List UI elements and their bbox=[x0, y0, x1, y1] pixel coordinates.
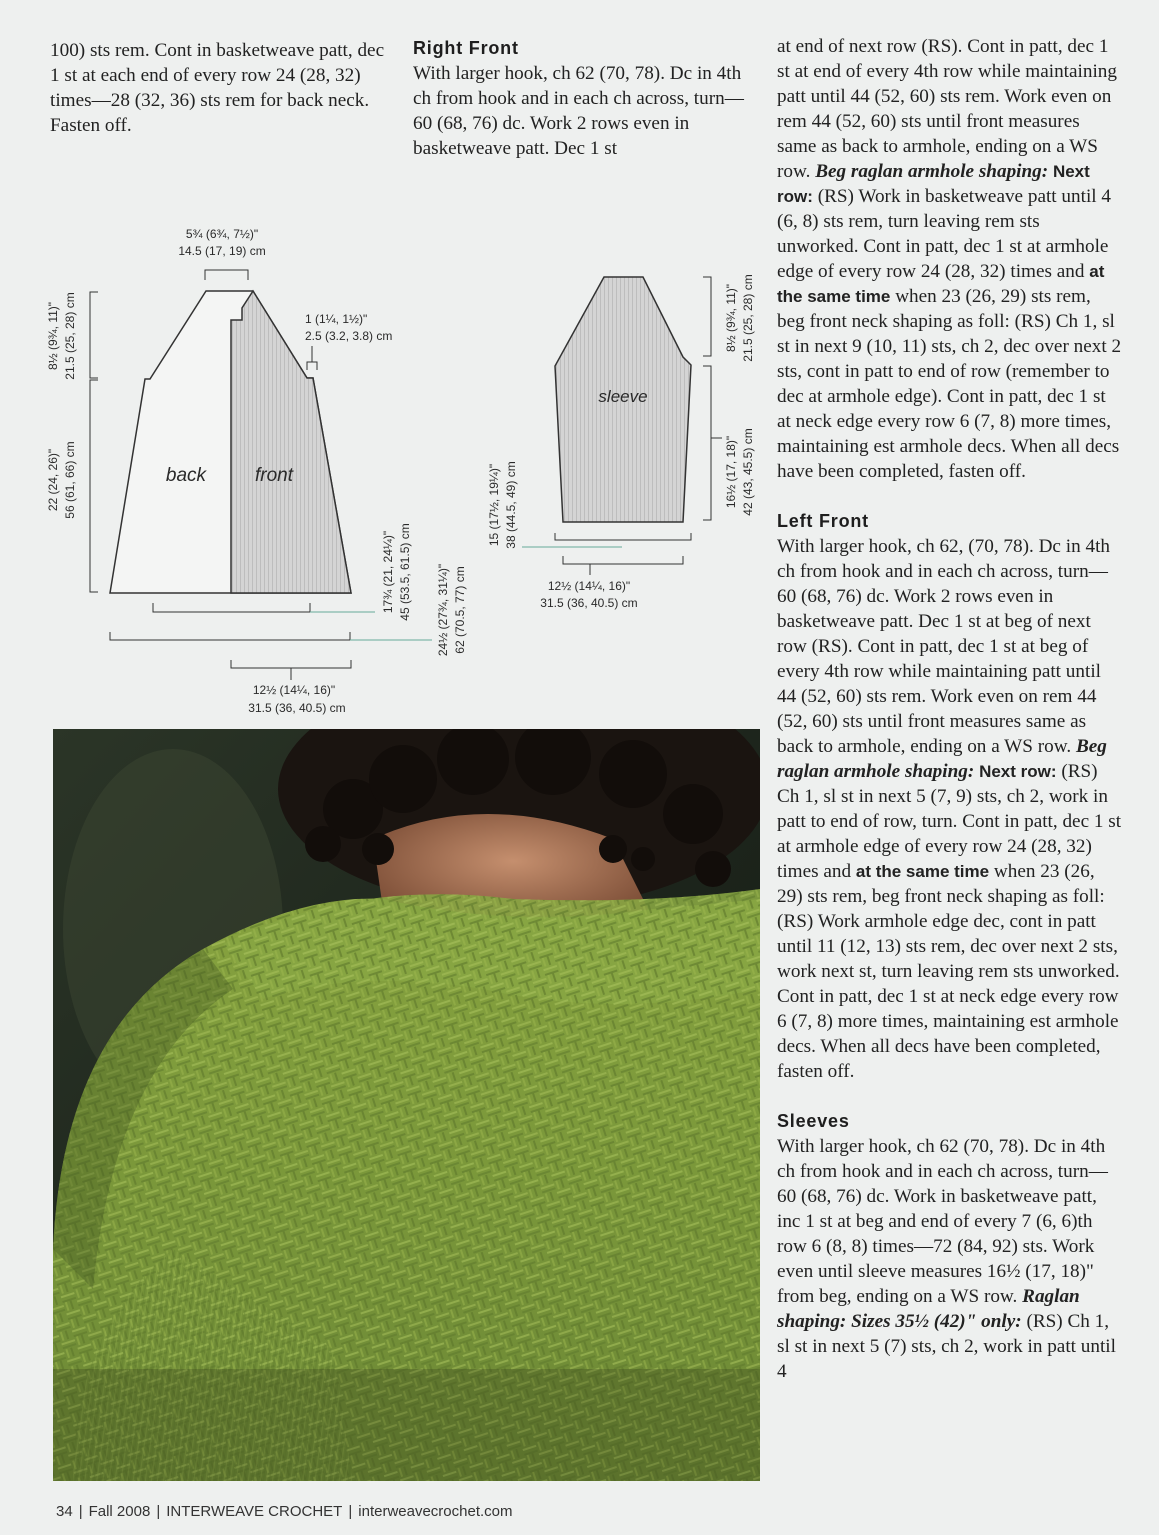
sleeve-cap-bracket bbox=[703, 277, 711, 356]
back-label: back bbox=[165, 465, 207, 486]
front-width-bracket bbox=[231, 660, 351, 668]
half-hip-cm: 45 (53.5, 61.5) cm bbox=[398, 523, 412, 621]
upper-arm-cm: 38 (44.5, 49) cm bbox=[504, 461, 518, 549]
half-hip-in: 17¾ (21, 24¼)" bbox=[381, 530, 395, 614]
lower-shadow bbox=[53, 1369, 760, 1481]
sleeve-length-bracket bbox=[703, 366, 711, 520]
shoulder-cm: 2.5 (3.2, 3.8) cm bbox=[305, 329, 393, 343]
cuff-in: 12½ (14¼, 16)" bbox=[547, 579, 631, 593]
page-number: 34 bbox=[56, 1503, 73, 1520]
left-front-heading: Left Front bbox=[777, 511, 869, 531]
left-front-text bbox=[777, 534, 1122, 1084]
sl-italic-2: Sizes 35½ (42)" only: bbox=[851, 1311, 1022, 1332]
lf-bold-1: Next row: bbox=[979, 762, 1057, 781]
length-bracket bbox=[90, 380, 98, 592]
sl-italic-1: Raglan shaping: bbox=[777, 1286, 1080, 1332]
upper-arm-in: 15 (17½, 19¼)" bbox=[487, 463, 501, 547]
footer-separator: | bbox=[78, 1503, 83, 1520]
lf-italic-1: Beg raglan armhole shaping: bbox=[777, 736, 1107, 782]
footer-separator: | bbox=[348, 1503, 353, 1520]
armhole-depth-bracket bbox=[90, 292, 98, 378]
sl-text-b: (RS) Ch 1, sl st in next 5 (7) sts, ch 2, work in patt until 4 bbox=[777, 1311, 1116, 1382]
rf-text-d: when 23 (26, 29) sts rem, beg front neck shaping as foll: (RS) Ch 1, sl st in next 9 (10, 11) sts, ch 2, dec over next 2 sts, cont in patt to end of row (remember to dec at armhole edge). Cont in patt, dec 1 st at neck edge every row 6 (7, 8) more times, maintaining est armhole decs. When all decs have been completed, fasten off. bbox=[777, 286, 1122, 482]
sleeve-label: sleeve bbox=[598, 387, 648, 406]
sweater-photo bbox=[53, 729, 760, 1481]
front-width-in: 12½ (14¼, 16)" bbox=[252, 683, 336, 697]
full-hip-cm: 62 (70.5, 77) cm bbox=[453, 566, 467, 654]
sleeve-cap-cm: 21.5 (25, 28) cm bbox=[741, 274, 755, 362]
sleeves-text bbox=[777, 1134, 1122, 1384]
page-footer bbox=[56, 1503, 513, 1520]
intro-text: 100) sts rem. Cont in basketweave patt, dec 1 st at each end of every row 24 (28, 32) times—28 (32, 36) sts rem for back neck. Fasten off. bbox=[50, 40, 385, 136]
front-label: front bbox=[254, 465, 294, 486]
shoulder-in: 1 (1¼, 1½)" bbox=[305, 312, 368, 326]
footer-separator: | bbox=[156, 1503, 161, 1520]
magazine-name: INTERWEAVE CROCHET bbox=[166, 1503, 343, 1520]
length-cm: 56 (61, 66) cm bbox=[63, 441, 77, 519]
length-in: 22 (24, 26)" bbox=[46, 448, 60, 512]
armhole-depth-in: 8½ (9¾, 11)" bbox=[46, 301, 60, 371]
sleeves-heading: Sleeves bbox=[777, 1111, 850, 1131]
upper-arm-bracket bbox=[555, 533, 691, 540]
front-width-cm: 31.5 (36, 40.5) cm bbox=[248, 701, 346, 715]
right-front-continued bbox=[777, 34, 1122, 484]
lf-text-a: With larger hook, ch 62, (70, 78). Dc in 4th ch from hook and in each ch across, turn—60 (68, 76) dc. Work 2 rows even in basketweave patt. Dec 1 st at beg of next row (RS). Cont in patt, dec 1 st at beg of every 4th row while maintaining patt until 44 (52, 60) sts rem. Work even on rem 44 (52, 60) sts until front measures same as back to armhole, ending on a WS row. bbox=[777, 536, 1110, 757]
rf-text-c: (RS) Work in basketweave patt until 4 (6, 8) sts rem, turn leaving rem sts unworked. Cont in patt, dec 1 st at armhole edge of every row 24 (28, 32) times and bbox=[777, 186, 1112, 282]
schematic-diagrams bbox=[0, 0, 770, 720]
issue-date: Fall 2008 bbox=[88, 1503, 151, 1520]
neck-width-cm: 14.5 (17, 19) cm bbox=[178, 244, 266, 258]
neck-width-bracket bbox=[205, 270, 248, 280]
cuff-bracket bbox=[563, 556, 683, 564]
right-front-heading: Right Front bbox=[413, 38, 519, 58]
half-hip-bracket bbox=[153, 603, 310, 612]
rf-bold-1: Next row: bbox=[777, 162, 1090, 206]
full-hip-bracket bbox=[110, 632, 350, 640]
sleeve-length-cm: 42 (43, 45.5) cm bbox=[741, 428, 755, 516]
armhole-depth-cm: 21.5 (25, 28) cm bbox=[63, 292, 77, 380]
lf-text-c: when 23 (26, 29) sts rem, beg front neck shaping as foll: (RS) Work armhole edge dec, cont in patt until 11 (12, 13) sts rem, dec over next 2 sts, work next st, turn leaving rem sts unworked. Cont in patt, dec 1 st at neck edge every row 6 (7, 8) more times, maintaining est armhole decs. When all decs have been completed, fasten off. bbox=[777, 861, 1120, 1082]
website-url[interactable]: interweavecrochet.com bbox=[358, 1503, 513, 1520]
cuff-cm: 31.5 (36, 40.5) cm bbox=[540, 596, 638, 610]
sleeve-length-in: 16½ (17, 18)" bbox=[724, 435, 738, 509]
sleeve-cap-in: 8½ (9¾, 11)" bbox=[724, 283, 738, 353]
right-front-text-a: With larger hook, ch 62 (70, 78). Dc in 4th ch from hook and in each ch across, turn—60 (68, 76) dc. Work 2 rows even in basketweave patt. Dec 1 st bbox=[413, 63, 744, 159]
neck-width-in: 5¾ (6¾, 7½)" bbox=[185, 227, 259, 241]
lf-bold-2: at the same time bbox=[855, 862, 990, 881]
lf-text-b: (RS) Ch 1, sl st in next 5 (7, 9) sts, ch 2, work in patt to end of row, turn. Cont in patt, dec 1 st at armhole edge of every row 24 (28, 32) times and bbox=[777, 761, 1122, 882]
rf-italic-1: Beg raglan armhole shaping: bbox=[815, 161, 1049, 182]
sl-text-a: With larger hook, ch 62 (70, 78). Dc in 4th ch from hook and in each ch across, turn—60 (68, 76) dc. Work in basketweave patt, inc 1 st at beg and end of every 7 (6, 6)th row 6 (8, 8) times—72 (84, 92) sts. Work even until sleeve measures 16½ (17, 18)" from beg, ending on a WS row. bbox=[777, 1136, 1108, 1307]
rf-text-b: at end of next row (RS). Cont in patt, dec 1 st at end of every 4th row while maintaining patt until 44 (52, 60) sts rem. Work even on rem 44 (52, 60) sts until front measures same as back to armhole, ending on a WS row. bbox=[777, 36, 1117, 182]
shoulder-bracket bbox=[307, 362, 317, 370]
rf-bold-2: at the same time bbox=[777, 262, 1105, 306]
right-column bbox=[777, 34, 1122, 1384]
full-hip-in: 24½ (27¾, 31¼)" bbox=[436, 563, 450, 657]
